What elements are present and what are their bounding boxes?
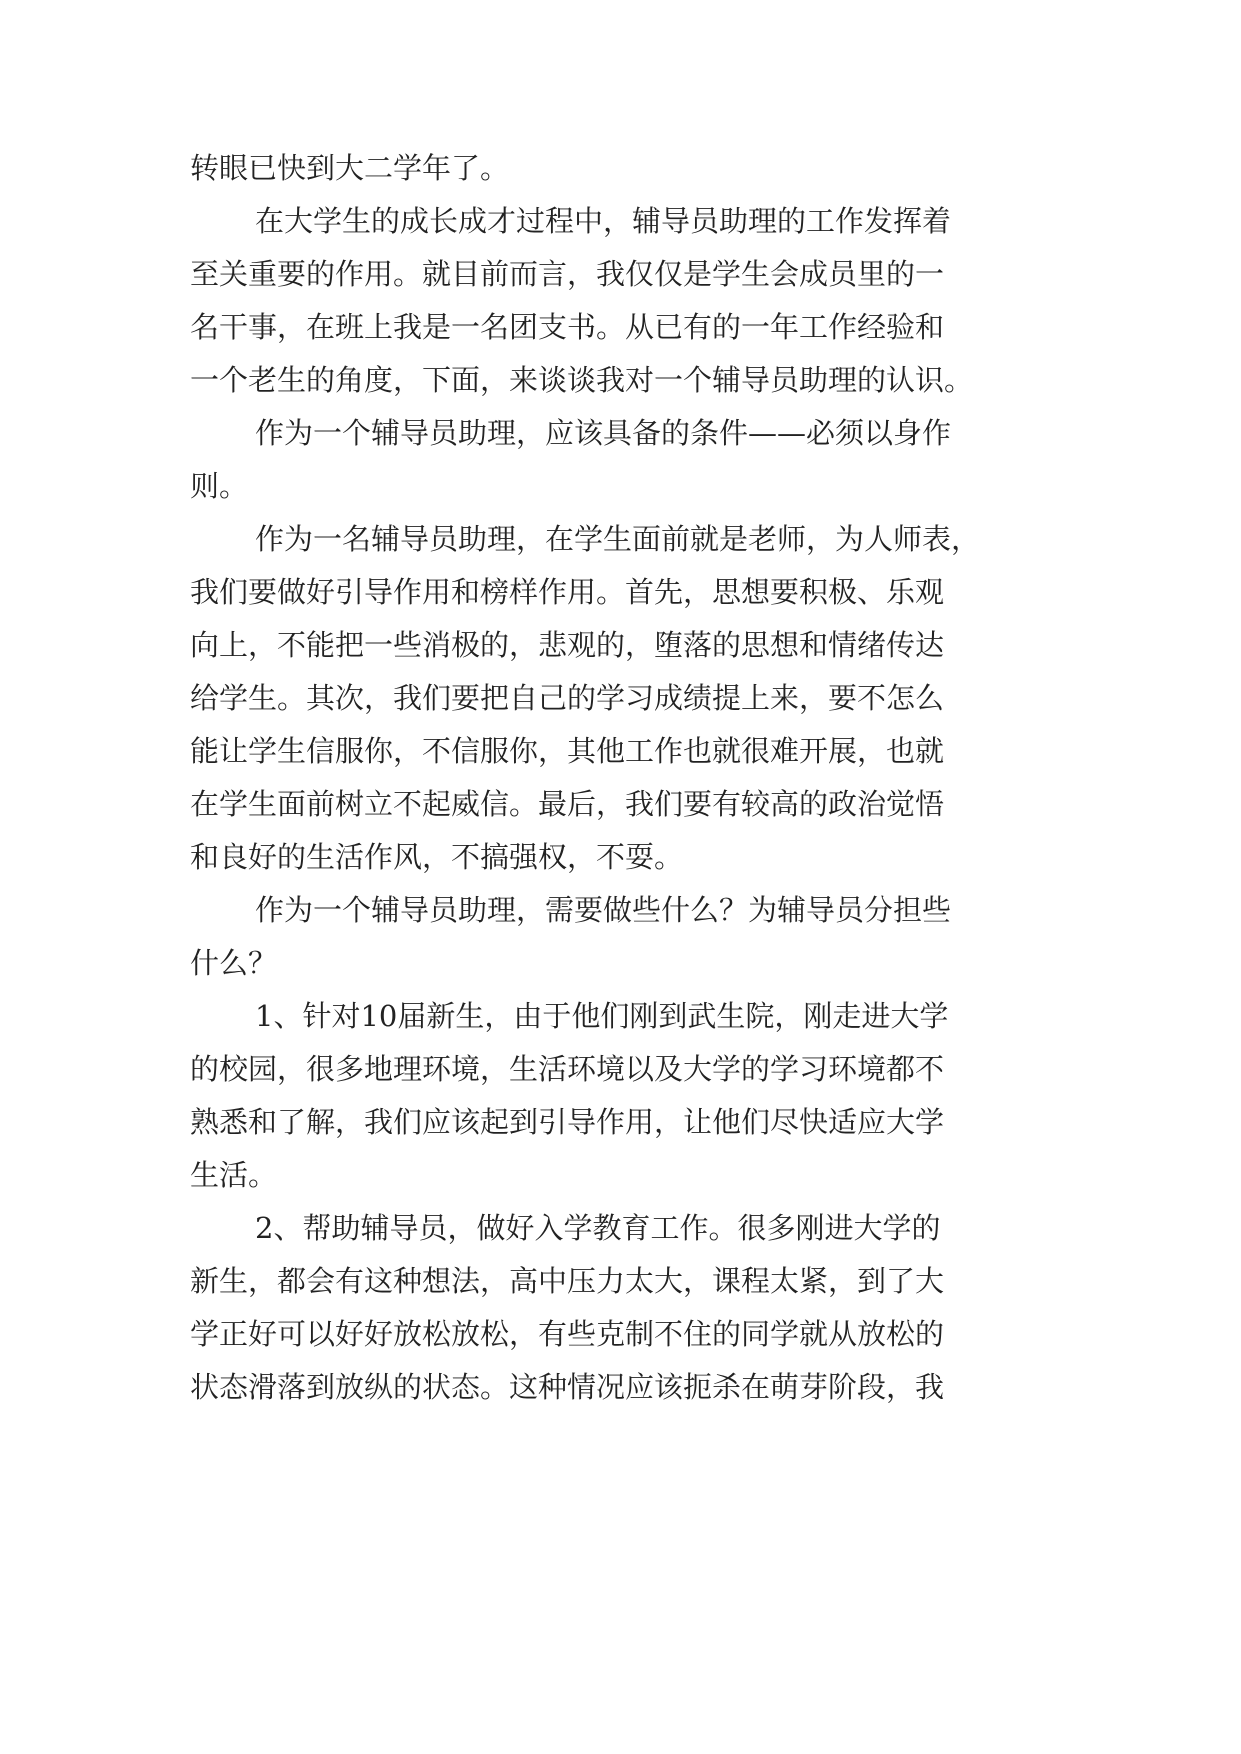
text-line: 生活。 [190,1158,278,1192]
text-line: 新生，都会有这种想法，高中压力太大，课程太紧，到了大 [190,1264,945,1298]
paragraph-start-line: 作为一个辅导员助理，应该具备的条件——必须以身作 [255,416,952,450]
text-line: 什么？ [190,946,278,980]
text-line: 我们要做好引导作用和榜样作用。首先，思想要积极、乐观 [190,575,945,609]
text-line: 状态滑落到放纵的状态。这种情况应该扼杀在萌芽阶段，我 [190,1370,945,1404]
text-line: 熟悉和了解，我们应该起到引导作用，让他们尽快适应大学 [190,1105,945,1139]
text-line: 给学生。其次，我们要把自己的学习成绩提上来，要不怎么 [190,681,945,715]
paragraph-start-line: 作为一个辅导员助理，需要做些什么？为辅导员分担些 [255,893,952,927]
text-line: 至关重要的作用。就目前而言，我仅仅是学生会成员里的一 [190,257,945,291]
text-line: 的校园，很多地理环境，生活环境以及大学的学习环境都不 [190,1052,945,1086]
text-line: 转眼已快到大二学年了。 [190,151,510,185]
text-line: 名干事，在班上我是一名团支书。从已有的一年工作经验和 [190,310,945,344]
text-line: 在学生面前树立不起威信。最后，我们要有较高的政治觉悟 [190,787,945,821]
paragraph-start-line: 2、帮助辅导员，做好入学教育工作。很多刚进大学的 [255,1211,941,1245]
text-line: 则。 [190,469,249,503]
text-line: 学正好可以好好放松放松，有些克制不住的同学就从放松的 [190,1317,945,1351]
text-line: 和良好的生活作风，不搞强权，不耍。 [190,840,684,874]
paragraph-start-line: 1、针对10届新生，由于他们刚到武生院，刚走进大学 [255,999,949,1033]
paragraph-start-line: 在大学生的成长成才过程中，辅导员助理的工作发挥着 [255,204,952,238]
text-line: 能让学生信服你，不信服你，其他工作也就很难开展，也就 [190,734,945,768]
paragraph-start-line: 作为一名辅导员助理，在学生面前就是老师，为人师表， [255,522,981,556]
text-line: 一个老生的角度，下面，来谈谈我对一个辅导员助理的认识。 [190,363,974,397]
text-line: 向上，不能把一些消极的，悲观的，堕落的思想和情绪传达 [190,628,945,662]
